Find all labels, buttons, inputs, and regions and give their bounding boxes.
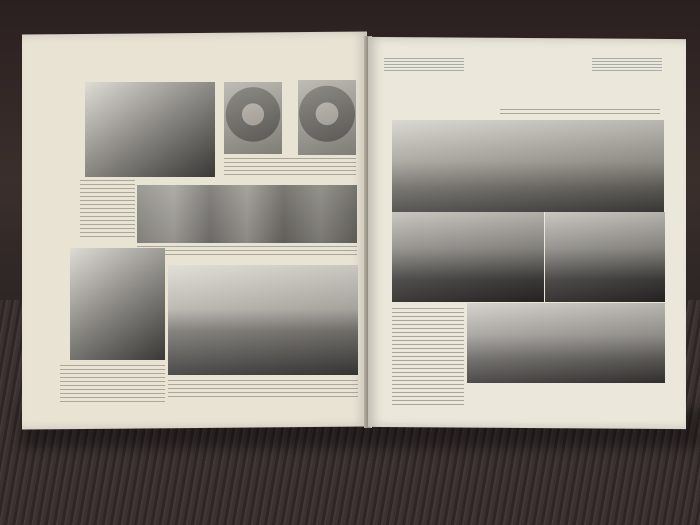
photo-crowd-2 [545,212,665,302]
photo-pilot-aircraft [85,82,215,177]
photo-tanks [467,303,665,383]
magazine-masthead [478,60,568,84]
right-page-headline [408,88,668,108]
caption-group [137,246,357,258]
photo-crowd-1 [392,212,544,302]
photo-portrait-soldier-1 [224,82,282,154]
header-right-note [592,58,662,72]
photo-credit [500,109,660,117]
caption-worker [60,365,165,405]
photo-city-square [168,265,358,375]
photo-portrait-soldier-2 [298,80,356,155]
caption-pilot [80,180,135,240]
caption-article [392,308,464,408]
header-left-note [384,58,464,72]
photo-tallinn-skyline [392,120,664,212]
left-page-title [90,40,360,70]
photo-factory-worker [70,248,165,360]
caption-square [168,380,358,400]
caption-portraits [224,158,356,178]
photo-group-soldiers [137,185,357,243]
